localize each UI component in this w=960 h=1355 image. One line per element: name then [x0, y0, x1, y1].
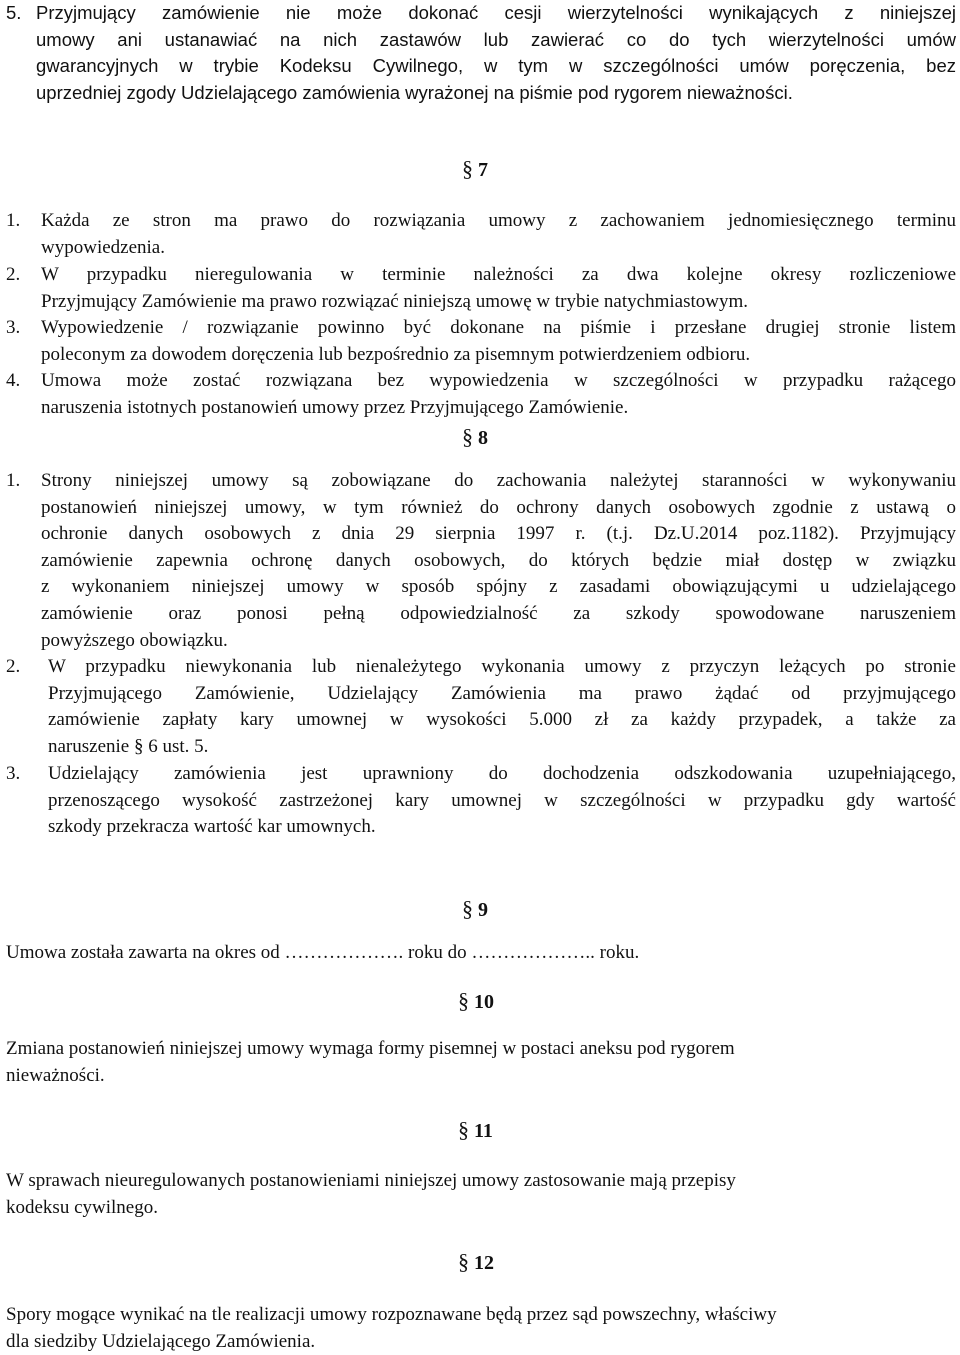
section-number: 12 [474, 1252, 494, 1274]
section-number: 7 [478, 159, 488, 181]
section-heading-8 [462, 424, 488, 450]
section-symbol: § [458, 988, 469, 1013]
clause-5 [6, 0, 956, 106]
clause-7-1: 1. Każda ze stron ma prawo do rozwiązania umowy z zachowaniem jednomiesięcznego terminu wypowiedzenia. [6, 210, 956, 258]
section-symbol: § [462, 424, 473, 449]
section-heading-11 [458, 1117, 493, 1143]
clause-7-3: 3. Wypowiedzenie / rozwiązanie powinno być dokonane na piśmie i przesłane drugiej stronie listem poleconym za dowodem doręczenia lub bezpośrednio za pisemnym potwierdzeniem odbioru. [6, 317, 956, 365]
clause-line: gwarancyjnych w trybie Kodeksu Cywilnego, w tym w szczególności umów poręczenia, bez [36, 55, 956, 77]
clause-8-1: 1. Strony niniejszej umowy są zobowiązane do zachowania należytej staranności w wykonywaniu postanowień niniejszej umowy, w tym również do ochrony danych osobowych zgodnie z ustawą o ochronie danych osobowych z dnia 29 sierpnia 1997 r. (t.j. Dz.U.2014 poz.1182). Przyjmujący zamówienie zapewnia ochronę danych osobowych, do których będzie miał dostęp w związku z wykonaniem niniejszej umowy w sposób spójny z zasadami obowiązującymi u udzielającego zamówienie oraz ponosi pełną odpowiedzialność za szkody spowodowane naruszeniem powyższego obowiązku. [6, 470, 956, 651]
clause-11: W sprawach nieuregulowanych postanowieniami niniejszej umowy zastosowanie mają przepisy kodeksu cywilnego. [6, 1170, 736, 1218]
section-symbol: § [462, 896, 473, 921]
clause-7-4: 4. Umowa może zostać rozwiązana bez wypowiedzenia w szczególności w przypadku rażącego naruszenia istotnych postanowień umowy przez Przyjmującego Zamówienie. [6, 370, 956, 418]
clause-12: Spory mogące wynikać na tle realizacji umowy rozpoznawane będą przez sąd powszechny, właściwy dla siedziby Udzielającego Zamówienia. [6, 1304, 777, 1352]
section-number: 10 [474, 991, 494, 1013]
section-heading-9 [462, 896, 488, 922]
section-number: 9 [478, 899, 488, 921]
section-number: 11 [474, 1120, 493, 1142]
section-heading-7 [462, 156, 488, 182]
section-symbol: § [458, 1249, 469, 1274]
section-number: 8 [478, 427, 488, 449]
section-heading-12 [458, 1249, 494, 1275]
section-symbol: § [458, 1117, 469, 1142]
clause-number: 5. [6, 2, 22, 23]
section-heading-10 [458, 988, 494, 1014]
clause-line: umowy ani ustanawiać na nich zastawów lub zawierać co do tych wierzytelności umów [36, 28, 956, 50]
clause-line: uprzedniej zgody Udzielającego zamówienia wyrażonej na piśmie pod rygorem nieważności. [36, 81, 793, 103]
clause-line: Przyjmujący zamówienie nie może dokonać cesji wierzytelności wynikających z niniejszej [36, 2, 956, 23]
clause-7-2: 2. W przypadku nieregulowania w terminie należności za dwa kolejne okresy rozliczeniowe Przyjmujący Zamówienie ma prawo rozwiązać niniejszą umowę w trybie natychmiastowym. [6, 264, 956, 312]
section-symbol: § [462, 156, 473, 181]
clause-8-2: 2. W przypadku niewykonania lub nienależytego wykonania umowy z przyczyn leżących po stronie Przyjmującego Zamówienie, Udzielający Zamówienia ma prawo żądać od przyjmującego zamówienie zapłaty kary umownej w wysokości 5.000 zł za każdy przypadek, a także za naruszenie § 6 ust. 5. [6, 656, 956, 757]
clause-9: Umowa została zawarta na okres od ………………. roku do ……………….. roku. [6, 942, 640, 963]
clause-10: Zmiana postanowień niniejszej umowy wymaga formy pisemnej w postaci aneksu pod rygorem nieważności. [6, 1038, 735, 1086]
clause-8-3: 3. Udzielający zamówienia jest uprawniony do dochodzenia odszkodowania uzupełniającego, przenoszącego wysokość zastrzeżonej kary umownej w szczególności w przypadku gdy wartość szkody przekracza wartość kar umownych. [6, 763, 956, 838]
